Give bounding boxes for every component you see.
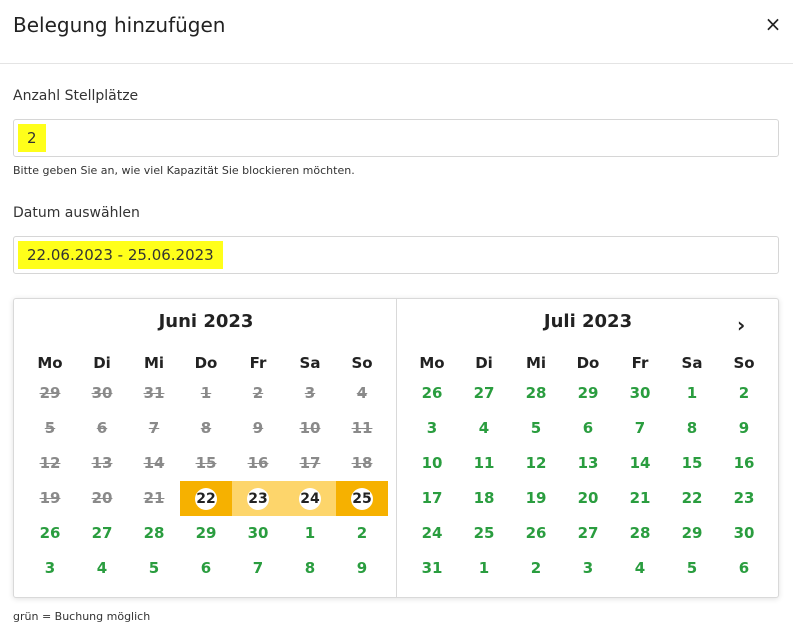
calendar-day-disabled: 14 [143, 454, 165, 472]
capacity-input[interactable] [13, 119, 779, 157]
month-divider [396, 299, 397, 597]
calendar-day[interactable]: 2 [356, 524, 368, 542]
calendar-day[interactable]: 27 [577, 524, 599, 542]
calendar-day[interactable]: 28 [143, 524, 165, 542]
calendar-day[interactable]: 26 [525, 524, 547, 542]
calendar-day[interactable]: 26 [39, 524, 61, 542]
calendar-day-disabled: 4 [356, 384, 368, 402]
calendar-day-disabled: 3 [304, 384, 316, 402]
close-icon[interactable]: × [764, 12, 782, 36]
calendar-day[interactable]: 3 [582, 559, 594, 577]
calendar-day[interactable]: 1 [686, 384, 698, 402]
calendar-day-disabled: 5 [44, 419, 56, 437]
weekday-header: Mi [143, 354, 165, 372]
calendar-day[interactable]: 2 [530, 559, 542, 577]
calendar-day[interactable]: 1 [478, 559, 490, 577]
calendar-day[interactable]: 9 [738, 419, 750, 437]
date-range-input[interactable] [13, 236, 779, 274]
calendar-day[interactable]: 21 [629, 489, 651, 507]
calendar-day[interactable]: 25 [473, 524, 495, 542]
weekday-header: Sa [299, 354, 321, 372]
calendar-day[interactable]: 29 [195, 524, 217, 542]
dialog-title: Belegung hinzufügen [13, 13, 226, 37]
selected-day-number: 24 [299, 488, 321, 510]
calendar-day-disabled: 13 [91, 454, 113, 472]
weekday-header: Do [576, 354, 600, 372]
calendar-day-disabled: 16 [247, 454, 269, 472]
calendar-day[interactable]: 5 [686, 559, 698, 577]
calendar-day-disabled: 20 [91, 489, 113, 507]
calendar-day[interactable]: 19 [525, 489, 547, 507]
selected-day-number: 22 [195, 488, 217, 510]
weekday-header: Di [475, 354, 493, 372]
capacity-value: 2 [18, 124, 46, 152]
calendar-day[interactable]: 31 [421, 559, 443, 577]
calendar-day-disabled: 29 [39, 384, 61, 402]
calendar-day[interactable]: 12 [525, 454, 547, 472]
calendar-day[interactable]: 18 [473, 489, 495, 507]
calendar-day[interactable]: 5 [148, 559, 160, 577]
weekday-header: Fr [631, 354, 649, 372]
calendar-day-disabled: 31 [143, 384, 165, 402]
weekday-header: Di [93, 354, 111, 372]
calendar-day[interactable]: 15 [681, 454, 703, 472]
calendar-day-selected[interactable] [336, 481, 388, 516]
calendar-day[interactable]: 8 [686, 419, 698, 437]
weekday-header: Mo [419, 354, 445, 372]
calendar-day-disabled: 12 [39, 454, 61, 472]
calendar-day[interactable]: 30 [733, 524, 755, 542]
calendar-day[interactable]: 30 [247, 524, 269, 542]
calendar-day-disabled: 6 [96, 419, 108, 437]
calendar-day-disabled: 21 [143, 489, 165, 507]
calendar-day[interactable]: 4 [478, 419, 490, 437]
calendar-day[interactable]: 28 [629, 524, 651, 542]
calendar-day-disabled: 15 [195, 454, 217, 472]
capacity-hint: Bitte geben Sie an, wie viel Kapazität Sie blockieren möchten. [13, 164, 355, 177]
calendar-day-selected[interactable] [284, 481, 336, 516]
weekday-header: Sa [681, 354, 703, 372]
calendar-day[interactable]: 27 [91, 524, 113, 542]
weekday-header: Fr [249, 354, 267, 372]
calendar-day-disabled: 7 [148, 419, 160, 437]
calendar-day[interactable]: 8 [304, 559, 316, 577]
calendar-day[interactable]: 13 [577, 454, 599, 472]
chevron-right-icon[interactable]: › [737, 313, 746, 337]
calendar-day[interactable]: 29 [681, 524, 703, 542]
calendar-day[interactable]: 30 [629, 384, 651, 402]
capacity-label: Anzahl Stellplätze [13, 88, 139, 104]
calendar-day[interactable]: 26 [421, 384, 443, 402]
date-label: Datum auswählen [13, 205, 140, 221]
weekday-header: Do [194, 354, 218, 372]
date-range-value: 22.06.2023 - 25.06.2023 [18, 241, 223, 269]
calendar-day-selected[interactable] [180, 481, 232, 516]
calendar-day[interactable]: 6 [200, 559, 212, 577]
calendar-day[interactable]: 16 [733, 454, 755, 472]
month-title: Juni 2023 [158, 311, 254, 332]
calendar-day-disabled: 18 [351, 454, 373, 472]
calendar-day[interactable]: 6 [582, 419, 594, 437]
calendar-day-disabled: 2 [252, 384, 264, 402]
weekday-header: Mo [37, 354, 63, 372]
selected-day-number: 25 [351, 488, 373, 510]
calendar-day[interactable]: 22 [681, 489, 703, 507]
date-picker [13, 298, 779, 598]
calendar-day[interactable]: 9 [356, 559, 368, 577]
calendar-day[interactable]: 14 [629, 454, 651, 472]
selected-day-number: 23 [247, 488, 269, 510]
calendar-day-disabled: 8 [200, 419, 212, 437]
calendar-day[interactable]: 27 [473, 384, 495, 402]
legend-text: grün = Buchung möglich [13, 610, 151, 623]
calendar-day[interactable]: 17 [421, 489, 443, 507]
calendar-day[interactable]: 6 [738, 559, 750, 577]
calendar-day[interactable]: 7 [252, 559, 264, 577]
calendar-day[interactable]: 5 [530, 419, 542, 437]
calendar-day-disabled: 17 [299, 454, 321, 472]
weekday-header: So [351, 354, 373, 372]
calendar-day[interactable]: 10 [421, 454, 443, 472]
calendar-day[interactable]: 4 [634, 559, 646, 577]
calendar-day-disabled: 9 [252, 419, 264, 437]
calendar-day[interactable]: 3 [426, 419, 438, 437]
month-title: Juli 2023 [543, 311, 633, 332]
calendar-day[interactable]: 4 [96, 559, 108, 577]
calendar-day-disabled: 11 [351, 419, 373, 437]
calendar-day[interactable]: 23 [733, 489, 755, 507]
dialog-header [0, 0, 793, 64]
calendar-day[interactable]: 1 [304, 524, 316, 542]
calendar-day[interactable]: 29 [577, 384, 599, 402]
calendar-day[interactable]: 2 [738, 384, 750, 402]
calendar-day-disabled: 19 [39, 489, 61, 507]
calendar-day[interactable]: 20 [577, 489, 599, 507]
calendar-day-disabled: 10 [299, 419, 321, 437]
calendar-day[interactable]: 11 [473, 454, 495, 472]
calendar-day-disabled: 30 [91, 384, 113, 402]
calendar-day[interactable]: 28 [525, 384, 547, 402]
calendar-day-disabled: 1 [200, 384, 212, 402]
calendar-day[interactable]: 7 [634, 419, 646, 437]
calendar-day[interactable]: 3 [44, 559, 56, 577]
calendar-day[interactable]: 24 [421, 524, 443, 542]
calendar-day-selected[interactable] [232, 481, 284, 516]
weekday-header: Mi [525, 354, 547, 372]
weekday-header: So [733, 354, 755, 372]
